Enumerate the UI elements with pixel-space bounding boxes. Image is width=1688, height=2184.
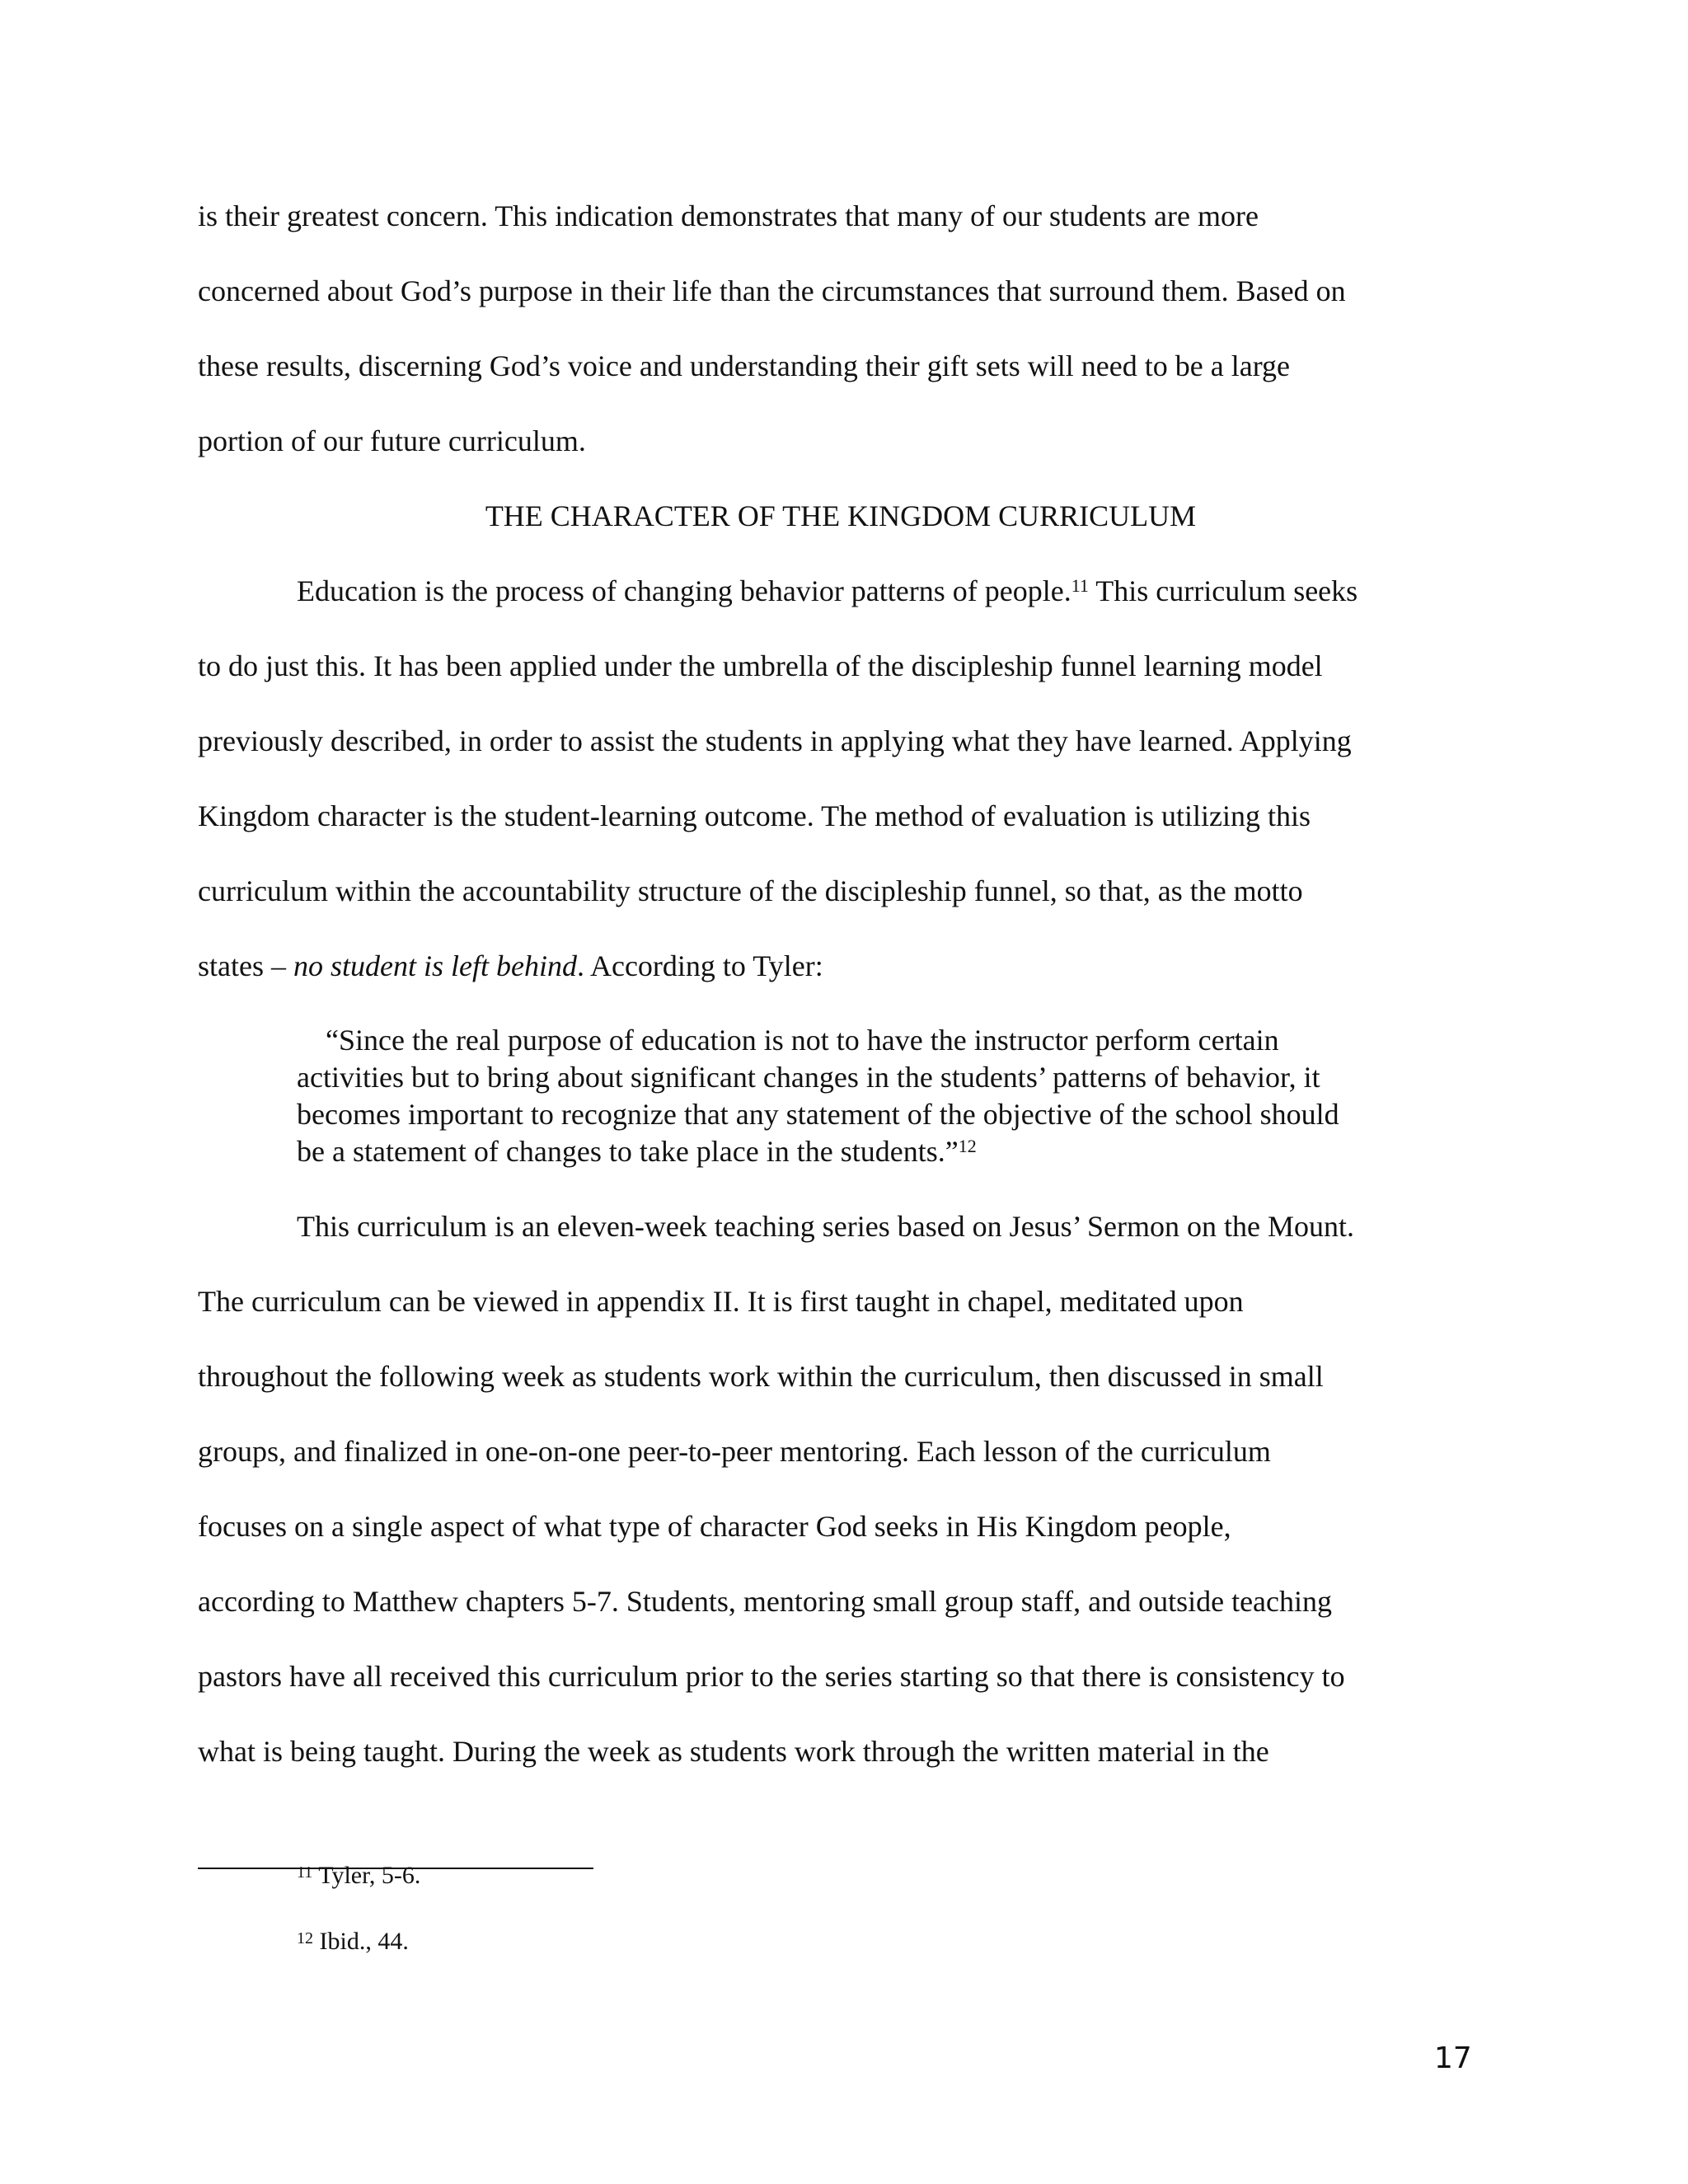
page-number: 17: [1434, 2041, 1472, 2075]
body-text: . According to Tyler:: [576, 949, 823, 982]
block-quote-line: “Since the real purpose of education is not to have the instructor perform certain: [326, 1024, 1279, 1057]
body-line: Kingdom character is the student-learning outcome. The method of evaluation is utilizing this: [198, 799, 1311, 832]
footnote-ref: 11: [1071, 575, 1089, 596]
block-quote-line: becomes important to recognize that any statement of the objective of the school should: [297, 1098, 1339, 1131]
body-line: previously described, in order to assist the students in applying what they have learned. Applying: [198, 724, 1352, 757]
footnote-number: 11: [297, 1863, 313, 1882]
footnote-ref: 12: [958, 1136, 977, 1156]
body-line: these results, discerning God’s voice and understanding their gift sets will need to be a large: [198, 349, 1291, 382]
body-line: concerned about God’s purpose in their life than the circumstances that surround them. Based on: [198, 274, 1346, 307]
body-line: focuses on a single aspect of what type of character God seeks in His Kingdom people,: [198, 1510, 1231, 1543]
body-line: The curriculum can be viewed in appendix II. It is first taught in chapel, meditated upon: [198, 1285, 1244, 1318]
body-line: to do just this. It has been applied under the umbrella of the discipleship funnel learning model: [198, 649, 1323, 682]
section-heading: THE CHARACTER OF THE KINGDOM CURRICULUM: [485, 499, 1197, 532]
quote-text: be a statement of changes to take place in the students.”: [297, 1135, 959, 1168]
body-line: [297, 573, 1357, 609]
body-line: throughout the following week as students work within the curriculum, then discussed in small: [198, 1360, 1324, 1393]
block-quote-line: [297, 1133, 977, 1169]
body-line: [198, 948, 823, 984]
body-text: This curriculum seeks: [1088, 574, 1358, 607]
footnote: [297, 1861, 420, 1891]
body-line: portion of our future curriculum.: [198, 424, 586, 457]
footnote: [297, 1927, 409, 1957]
body-line: groups, and finalized in one-on-one peer-to-peer mentoring. Each lesson of the curriculum: [198, 1435, 1271, 1468]
body-line: is their greatest concern. This indication demonstrates that many of our students are more: [198, 199, 1259, 232]
body-line: pastors have all received this curriculum prior to the series starting so that there is consistency to: [198, 1660, 1345, 1693]
body-text: Education is the process of changing behavior patterns of people.: [297, 574, 1071, 607]
body-line: curriculum within the accountability structure of the discipleship funnel, so that, as the motto: [198, 874, 1303, 907]
body-line: according to Matthew chapters 5-7. Students, mentoring small group staff, and outside teaching: [198, 1585, 1333, 1618]
footnote-text: Tyler, 5-6.: [312, 1862, 421, 1889]
body-line: what is being taught. During the week as students work through the written material in the: [198, 1735, 1269, 1768]
italic-motto: no student is left behind: [293, 949, 577, 982]
footnote-text: Ibid., 44.: [313, 1928, 409, 1955]
footnote-number: 12: [297, 1929, 313, 1947]
body-text: states –: [198, 949, 293, 982]
body-line: This curriculum is an eleven-week teaching series based on Jesus’ Sermon on the Mount.: [297, 1210, 1354, 1243]
block-quote-line: activities but to bring about significant changes in the students’ patterns of behavior, it: [297, 1061, 1320, 1094]
